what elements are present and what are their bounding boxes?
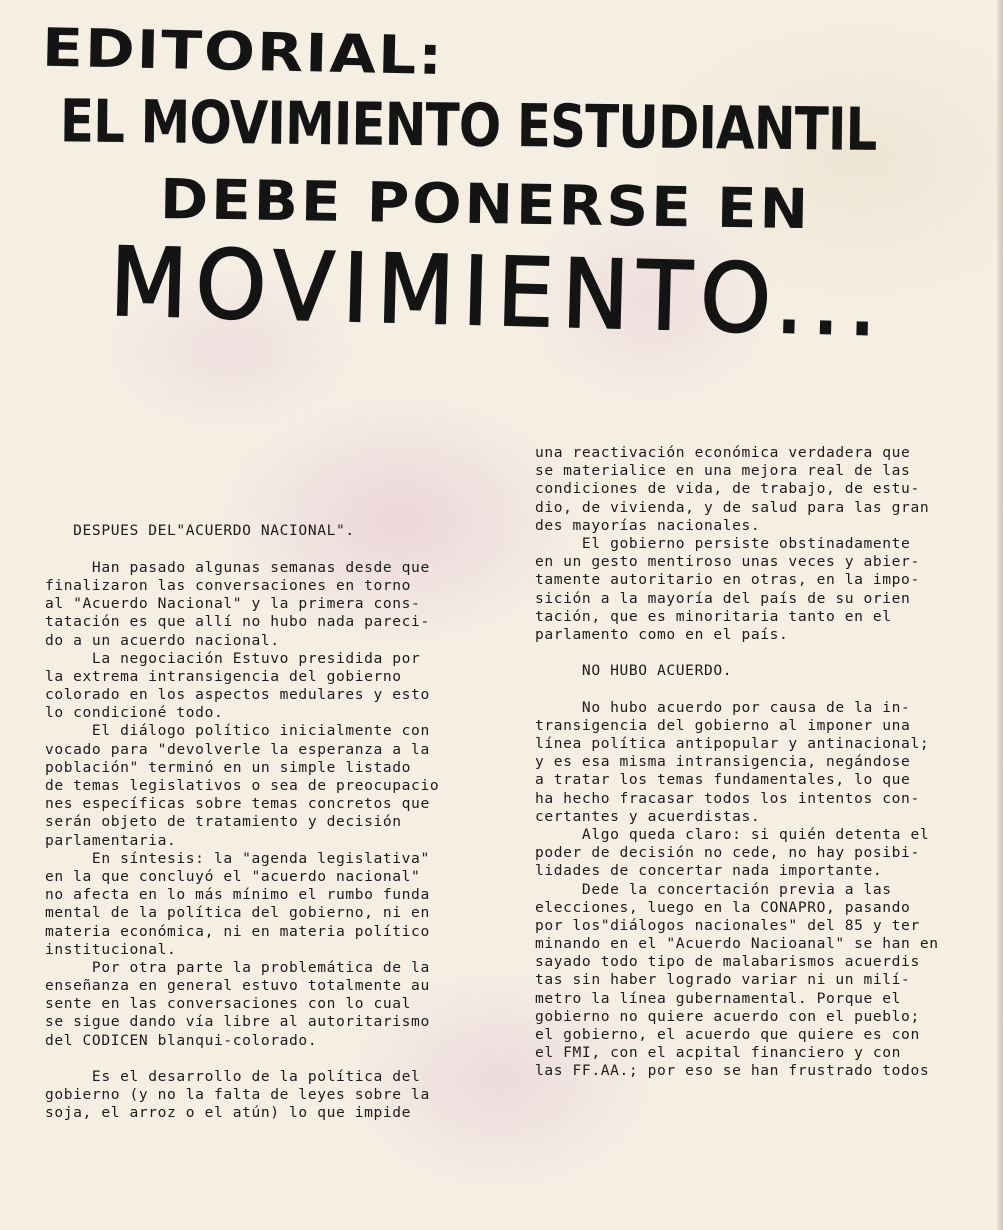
text-line: dio, de vivienda, y de salud para las gran bbox=[535, 498, 930, 516]
text-line: metro la línea gubernamental. Porque el bbox=[535, 989, 902, 1007]
text-line: Algo queda claro: si quién detenta el bbox=[535, 825, 930, 843]
text-line: En síntesis: la "agenda legislativa" bbox=[45, 849, 430, 867]
text-line: institucional. bbox=[45, 940, 177, 958]
text-line: gobierno no quiere acuerdo con el pueblo; bbox=[535, 1007, 920, 1025]
text-line: en la que concluyó el "acuerdo nacional" bbox=[45, 867, 421, 885]
text-line: la extrema intransigencia del gobierno bbox=[45, 667, 402, 685]
text-line: minando en el "Acuerdo Nacioanal" se han en bbox=[535, 935, 939, 953]
text-line: vocado para "devolverle la esperanza a la bbox=[45, 740, 430, 758]
text-line: se materialice en una mejora real de las bbox=[535, 462, 911, 480]
text-line: las FF.AA.; por eso se han frustrado todos bbox=[535, 1062, 930, 1080]
text-line: transigencia del gobierno al imponer una bbox=[535, 716, 911, 734]
text-line: des mayorías nacionales. bbox=[535, 516, 761, 534]
text-line: poder de decisión no cede, no hay posibi- bbox=[535, 844, 920, 862]
headline-line-2: EL MOVIMIENTO ESTUDIANTIL bbox=[59, 86, 877, 165]
text-line: del CODICEN blanqui-colorado. bbox=[45, 1031, 318, 1049]
text-line: elecciones, luego en la CONAPRO, pasando bbox=[535, 898, 911, 916]
text-line: condiciones de vida, de trabajo, de estu- bbox=[535, 480, 920, 498]
text-line bbox=[535, 644, 995, 662]
text-line: El diálogo político inicialmente con bbox=[45, 722, 430, 740]
text-line: do a un acuerdo nacional. bbox=[45, 631, 280, 649]
text-line: colorado en los aspectos medulares y esto bbox=[45, 686, 430, 704]
text-line: serán objeto de tratamiento y decisión bbox=[45, 813, 402, 831]
text-line: se sigue dando vía libre al autoritarismo bbox=[45, 1013, 430, 1031]
headline-line-1: EDITORIAL: bbox=[41, 17, 445, 88]
text-line: tación, que es minoritaria tanto en el bbox=[535, 607, 892, 625]
text-line: enseñanza en general estuvo totalmente au bbox=[45, 977, 430, 995]
text-line: certantes y acuerdistas. bbox=[535, 807, 761, 825]
text-line bbox=[535, 680, 995, 698]
text-line: lo condicioné todo. bbox=[45, 704, 224, 722]
text-line: El gobierno persiste obstinadamente bbox=[535, 534, 911, 552]
text-line: el FMI, con el acpital financiero y con bbox=[535, 1044, 902, 1062]
text-line bbox=[45, 486, 495, 504]
text-line: no afecta en lo más mínimo el rumbo funda bbox=[45, 886, 430, 904]
text-line: parlamento como en el país. bbox=[535, 625, 789, 643]
text-line: tas sin haber logrado variar ni un milí- bbox=[535, 971, 911, 989]
headline bbox=[0, 0, 1003, 360]
text-line: gobierno (y no la falta de leyes sobre la bbox=[45, 1086, 430, 1104]
text-line: a tratar los temas fundamentales, lo que bbox=[535, 771, 911, 789]
text-line: materia económica, ni en materia político bbox=[45, 922, 430, 940]
text-line: La negociación Estuvo presidida por bbox=[45, 649, 421, 667]
text-line: en un gesto mentiroso unas veces y abier- bbox=[535, 553, 920, 571]
right-column bbox=[535, 444, 995, 1081]
text-line: finalizaron las conversaciones en torno bbox=[45, 576, 412, 594]
text-line: de temas legislativos o sea de preocupacio bbox=[45, 777, 440, 794]
text-line: línea política antipopular y antinacional; bbox=[535, 735, 930, 752]
text-line: sayado todo tipo de malabarismos acuerdis bbox=[535, 953, 920, 971]
text-line: sición a la mayoría del país de su orien bbox=[535, 589, 911, 607]
text-line: mental de la política del gobierno, ni en bbox=[45, 904, 430, 922]
text-line: No hubo acuerdo por causa de la in- bbox=[535, 698, 911, 716]
text-line: tatación es que allí no hubo nada pareci- bbox=[45, 613, 430, 631]
text-line: ha hecho fracasar todos los intentos con- bbox=[535, 789, 920, 807]
text-line: NO HUBO ACUERDO. bbox=[535, 662, 733, 680]
text-line bbox=[45, 1050, 495, 1068]
text-line: al "Acuerdo Nacional" y la primera cons- bbox=[45, 595, 421, 613]
text-line: Por otra parte la problemática de la bbox=[45, 958, 430, 976]
page-edge bbox=[997, 0, 1003, 1230]
headline-line-3: DEBE PONERSE EN bbox=[159, 166, 812, 242]
text-line: población" terminó en un simple listado bbox=[45, 758, 412, 776]
text-line bbox=[45, 541, 495, 559]
text-line: Han pasado algunas semanas desde que bbox=[45, 558, 430, 576]
text-line: soja, el arroz o el atún) lo que impide bbox=[45, 1104, 412, 1122]
text-line: tamente autoritario en otras, en la impo- bbox=[535, 571, 920, 589]
text-line: y es esa misma intransigencia, negándose bbox=[535, 753, 911, 771]
headline-line-4: MOVIMIENTO... bbox=[108, 227, 887, 358]
text-line: una reactivación económica verdadera que bbox=[535, 444, 911, 461]
text-line: Es el desarrollo de la política del bbox=[45, 1068, 421, 1085]
text-line bbox=[45, 504, 495, 522]
text-line: nes específicas sobre temas concretos que bbox=[45, 795, 430, 813]
left-column bbox=[45, 486, 495, 1123]
text-line: DESPUES DEL"ACUERDO NACIONAL". bbox=[45, 522, 355, 540]
text-line: el gobierno, el acuerdo que quiere es con bbox=[535, 1026, 920, 1043]
text-line: parlamentaria. bbox=[45, 831, 177, 849]
text-line: lidades de concertar nada importante. bbox=[535, 862, 883, 880]
text-line: sente en las conversaciones con lo cual bbox=[45, 995, 412, 1013]
text-line: por los"diálogos nacionales" del 85 y ter bbox=[535, 916, 920, 934]
text-line: Dede la concertación previa a las bbox=[535, 880, 892, 898]
